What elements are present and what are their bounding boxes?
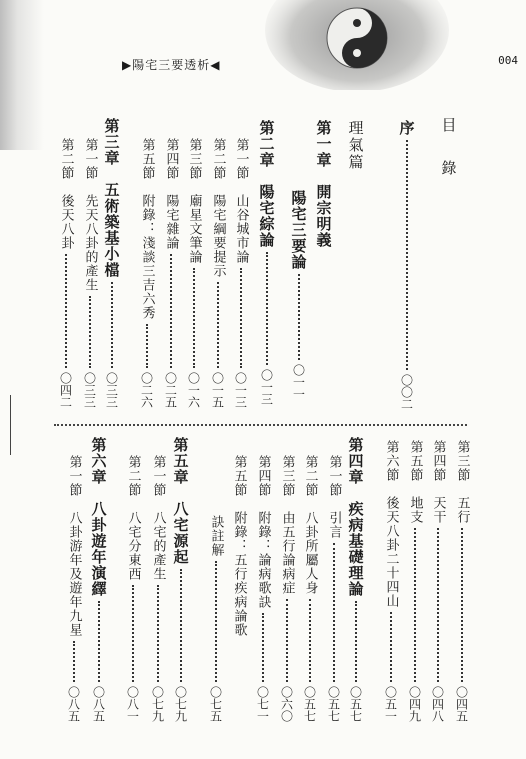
toc-page: 〇五七 [326, 686, 341, 722]
toc-page: 〇〇二 [399, 374, 414, 410]
toc-page: 〇五一 [383, 686, 398, 722]
toc-entry-4-4[interactable] [252, 455, 274, 722]
toc-page: 〇七九 [173, 686, 188, 722]
toc-page: 〇一六 [186, 372, 201, 408]
dot-leader [132, 585, 134, 682]
dot-leader [309, 599, 311, 682]
toc-entry-4-2[interactable] [299, 455, 321, 722]
toc-page: 〇一三 [233, 372, 248, 408]
toc-label: 第二節 後天八卦 [58, 138, 74, 250]
toc-entry-chapter-4[interactable] [345, 437, 367, 722]
toc-entry-chapter-5[interactable] [170, 437, 192, 722]
toc-entry-4-1[interactable] [323, 455, 345, 722]
toc-page: 〇一一 [291, 364, 306, 400]
toc-entry-chapter-6[interactable] [88, 437, 110, 722]
toc-entry-yangzhai-sanyao[interactable] [288, 190, 310, 400]
toc-part-liqi[interactable] [345, 120, 367, 190]
dot-leader [406, 140, 408, 370]
toc-label: 理氣篇 [346, 120, 365, 171]
toc-entry-chapter-2[interactable] [256, 120, 278, 405]
toc-entry-5-2[interactable] [122, 455, 144, 722]
toc-label: 錄 [439, 160, 458, 177]
dot-leader [262, 613, 264, 682]
dot-leader [414, 528, 416, 682]
toc-label: 第五節 附錄：淺談三吉六秀 [139, 138, 155, 320]
toc-entry-4-5[interactable] [228, 455, 250, 655]
toc-label: 序 [397, 120, 416, 136]
toc-entry-4-5-cont[interactable] [205, 515, 227, 722]
toc-label: 第三節 廟星文筆論 [186, 138, 202, 264]
toc-page: 〇二六 [139, 372, 154, 408]
toc-label: 第五節 附錄：五行疾病論歌 [231, 455, 247, 637]
toc-entry-3-3[interactable] [451, 440, 473, 722]
toc-label: 第三章 五術築基小檔 [102, 118, 121, 278]
dot-leader [333, 543, 335, 682]
toc-page: 〇四五 [454, 686, 469, 722]
toc-page: 〇七一 [255, 686, 270, 722]
toc-page: 〇七九 [150, 686, 165, 722]
toc-entry-4-3[interactable] [276, 455, 298, 722]
toc-label: 訣註解 [208, 515, 224, 557]
dot-leader [170, 254, 172, 368]
toc-label: 第二節 陽宅綱要提示 [210, 138, 226, 278]
toc-entry-2-5[interactable] [136, 138, 158, 408]
dot-leader [73, 641, 75, 682]
dot-leader [286, 599, 288, 682]
toc-entry-2-1[interactable] [230, 138, 252, 408]
toc-page: 〇一三 [259, 369, 274, 405]
toc-entry-chapter-3[interactable] [101, 118, 123, 408]
toc-label: 第四節 天干 [430, 440, 446, 524]
dot-leader [390, 612, 392, 682]
toc-label: 第五節 地支 [407, 440, 423, 524]
toc-entry-6-1[interactable] [63, 455, 85, 722]
toc-page: 〇八五 [91, 686, 106, 722]
toc-page: 〇五七 [348, 686, 363, 722]
toc-entry-3-1[interactable] [79, 138, 101, 408]
toc-page: 〇三三 [104, 372, 119, 408]
dot-leader [217, 282, 219, 368]
dot-leader [65, 254, 67, 368]
toc-label: 第六節 後天八卦二十四山 [383, 440, 399, 608]
toc-heading-mu [438, 117, 460, 147]
dot-leader [111, 282, 113, 368]
dot-leader [266, 252, 268, 365]
toc-page: 〇三三 [82, 372, 97, 408]
section-divider [54, 424, 467, 426]
binding-mark [10, 395, 11, 455]
dot-leader [146, 324, 148, 368]
toc-page: 〇八一 [125, 686, 140, 722]
toc-entry-3-4[interactable] [427, 440, 449, 722]
toc-label: 目 [439, 117, 458, 134]
toc-entry-2-3[interactable] [183, 138, 205, 408]
page-number: 004 [498, 54, 518, 67]
dot-leader [89, 296, 91, 368]
toc-entry-3-6[interactable] [380, 440, 402, 722]
toc-label: 第四節 陽宅雜論 [163, 138, 179, 250]
toc-label: 第一節 先天八卦的產生 [82, 138, 98, 292]
toc-page: 〇八五 [66, 686, 81, 722]
toc-label: 第四章 疾病基礎理論 [346, 437, 365, 597]
dot-leader [193, 268, 195, 368]
toc-label: 第二章 陽宅綜論 [257, 120, 276, 248]
toc-label: 第三節 五行 [454, 440, 470, 524]
toc-heading-lu [438, 160, 460, 190]
toc-page: 〇五七 [302, 686, 317, 722]
book-title: ▶陽宅三要透析◀ [122, 58, 221, 72]
toc-label: 第二節 八卦所屬人身 [302, 455, 318, 595]
toc-label: 第一節 八卦游年及遊年九星 [66, 455, 82, 637]
toc-label: 第一節 山谷城市論 [233, 138, 249, 264]
toc-page: 〇二五 [163, 372, 178, 408]
toc-entry-3-2[interactable] [55, 138, 77, 408]
toc-entry-5-1[interactable] [147, 455, 169, 722]
toc-label: 第五章 八宅源起 [171, 437, 190, 565]
toc-page: 〇四九 [407, 686, 422, 722]
toc-label: 第一節 八宅的產生 [150, 455, 166, 581]
dot-leader [240, 268, 242, 368]
toc-entry-preface[interactable] [396, 120, 418, 410]
toc-label: 第三節 由五行論病症 [279, 455, 295, 595]
dot-leader [98, 601, 100, 682]
toc-label: 第一節 引言 [326, 455, 342, 539]
dot-leader [355, 601, 357, 682]
toc-page: 〇四八 [430, 686, 445, 722]
toc-label: 第四節 附錄：論病歌訣 [255, 455, 271, 609]
toc-label: 第二節 八宅分東西 [125, 455, 141, 581]
toc-page: 〇七五 [208, 686, 223, 722]
toc-label: 陽宅三要論 [289, 190, 308, 270]
toc-label: 第六章 八卦遊年演繹 [89, 437, 108, 597]
toc-page: 〇四二 [58, 372, 73, 408]
scan-edge-shadow [0, 0, 44, 150]
dot-leader [157, 585, 159, 682]
dot-leader [180, 569, 182, 682]
toc-entry-3-5[interactable] [404, 440, 426, 722]
dot-leader [215, 561, 217, 682]
toc-entry-2-2[interactable] [207, 138, 229, 408]
toc-page: 〇一五 [210, 372, 225, 408]
yinyang-emblem-icon [262, 0, 452, 90]
dot-leader [298, 274, 300, 360]
dot-leader [437, 528, 439, 682]
toc-page: 〇六〇 [279, 686, 294, 722]
toc-label: 第一章 開宗明義 [314, 120, 333, 248]
toc-entry-2-4[interactable] [160, 138, 182, 408]
dot-leader [461, 528, 463, 682]
toc-entry-chapter-1[interactable] [313, 120, 335, 270]
